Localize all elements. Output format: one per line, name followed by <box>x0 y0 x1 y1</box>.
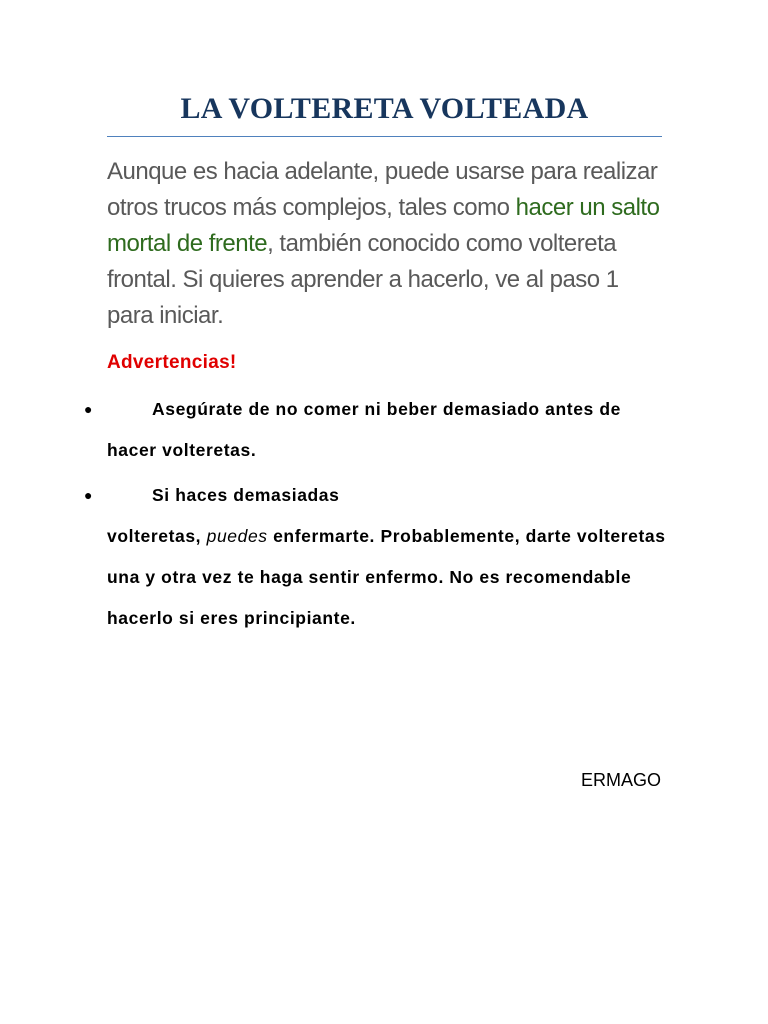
bullet-dot-icon: ● <box>84 487 94 503</box>
salto-mortal-link[interactable]: hacer un salto mortal de frente <box>107 194 660 257</box>
warnings-heading: Advertencias! <box>107 352 237 373</box>
warning-text-line1: Si haces demasiadas <box>152 485 340 505</box>
bullet-dot-icon: ● <box>84 401 94 417</box>
warning-text-rest: enfermarte. Probablemente, darte volteretas una y otra vez te haga sentir enfermo. No es recomendable hacerlo si eres principiante. <box>107 526 666 628</box>
warning-item <box>84 475 667 639</box>
document-title: LA VOLTERETA VOLTEADA <box>180 92 589 125</box>
warning-text: Asegúrate de no comer ni beber demasiado antes de hacer volteretas. <box>107 399 621 460</box>
warning-emphasis: puedes <box>206 526 268 546</box>
intro-paragraph <box>107 154 667 334</box>
title-underline <box>107 136 662 137</box>
warning-text: volteretas, <box>107 526 207 546</box>
intro-text-end: , también conocido como voltereta frontal. Si quieres aprender a hacerlo, ve al paso 1 para iniciar. <box>107 230 619 329</box>
intro-text-start: Aunque es hacia adelante, puede usarse para realizar otros trucos más complejos, tales como <box>107 158 658 221</box>
author-signature: ERMAGO <box>580 770 661 790</box>
warning-item <box>84 389 667 471</box>
